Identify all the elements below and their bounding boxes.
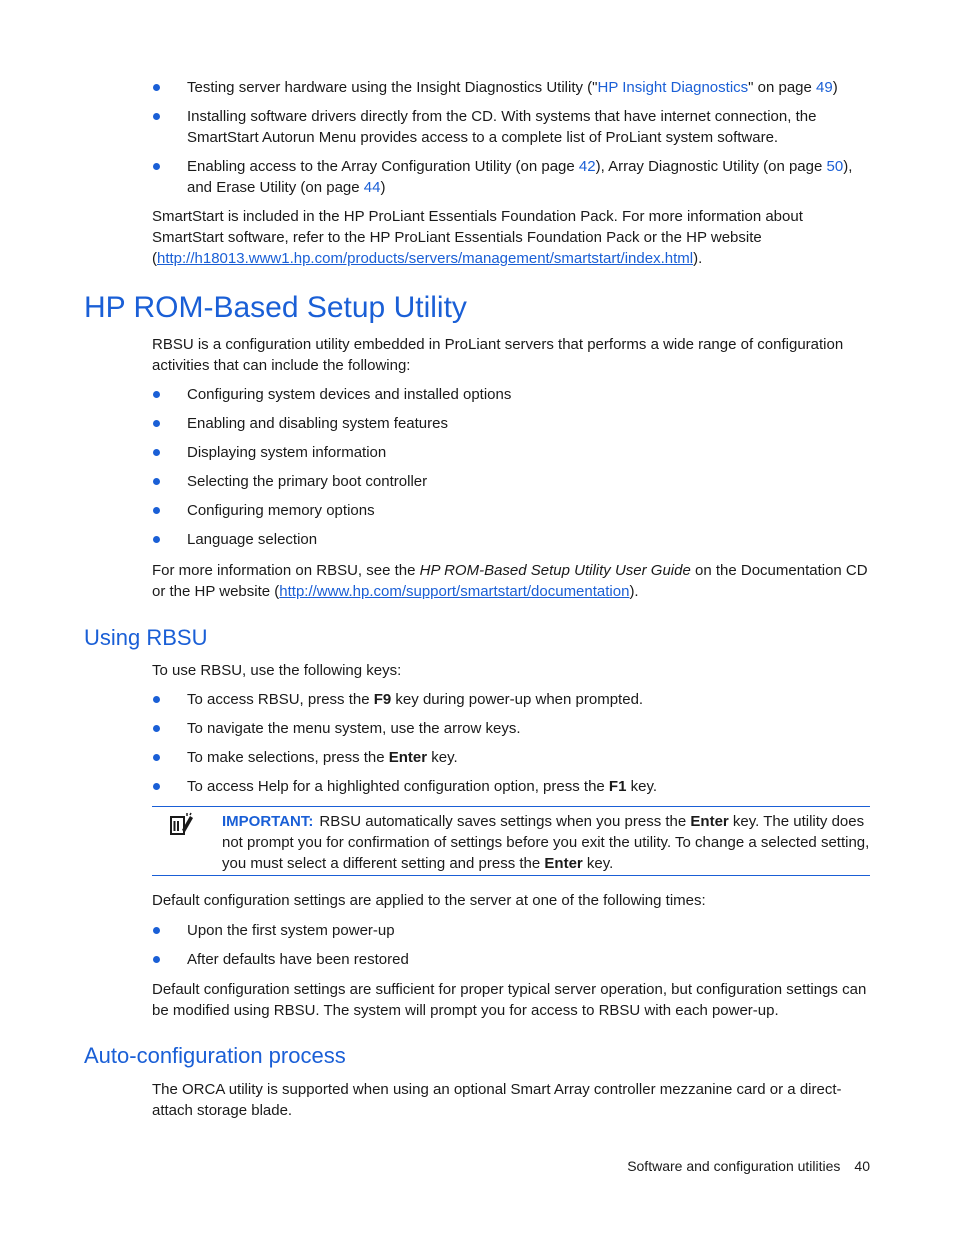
- defaults-bullet-list: [152, 920, 872, 978]
- list-item: Configuring memory options: [152, 500, 872, 521]
- subsection-title-using-rbsu: Using RBSU: [84, 625, 208, 650]
- bullet-icon: [153, 536, 160, 543]
- list-item: Selecting the primary boot controller: [152, 471, 872, 492]
- link-insight-diagnostics[interactable]: HP Insight Diagnostics: [597, 79, 749, 96]
- bullet-icon: [153, 956, 160, 963]
- rbsu-intro: RBSU is a configuration utility embedded in ProLiant servers that performs a wide range of configuration activities that can include the following:: [152, 336, 844, 374]
- using-bullet-list: [152, 689, 872, 805]
- rbsu-more-paragraph: For more information on RBSU, see the HP ROM-Based Setup Utility User Guide on the Documentation CD or the HP website (http://www.hp.com/support/smartstart/documentation).: [152, 562, 868, 600]
- top-bullet-list: [152, 77, 872, 206]
- list-item: Language selection: [152, 529, 872, 550]
- list-item: Installing software drivers directly from the CD. With systems that have internet connection, the SmartStart Autorun Menu provides access to a complete list of ProLiant system software.: [152, 106, 872, 148]
- bullet-icon: [153, 754, 160, 761]
- bullet-icon: [153, 84, 160, 91]
- list-item: Upon the first system power-up: [152, 920, 872, 941]
- link-documentation-url[interactable]: http://www.hp.com/support/smartstart/documentation: [279, 583, 630, 600]
- list-item: To navigate the menu system, use the arrow keys.: [152, 718, 872, 739]
- bullet-icon: [153, 113, 160, 120]
- bullet-icon: [153, 420, 160, 427]
- bullet-icon: [153, 696, 160, 703]
- bullet-icon: [153, 725, 160, 732]
- link-page-49[interactable]: 49: [816, 79, 833, 96]
- defaults-paragraph: Default configuration settings are sufficient for proper typical server operation, but configuration settings can be modified using RBSU. The system will prompt you for access to RBSU with each power-up.: [152, 981, 867, 1019]
- list-item: Enabling and disabling system features: [152, 413, 872, 434]
- key-enter: Enter: [388, 749, 428, 766]
- link-smartstart-url[interactable]: http://h18013.www1.hp.com/products/servers/management/smartstart/index.html: [157, 250, 694, 267]
- list-item: To make selections, press the Enter key.: [152, 747, 872, 768]
- page-footer: [627, 1158, 870, 1174]
- important-note-icon: [168, 811, 194, 837]
- link-page-42[interactable]: 42: [578, 158, 596, 175]
- subsection-title-auto-config: Auto-configuration process: [84, 1043, 346, 1068]
- rbsu-bullet-list: [152, 384, 872, 558]
- bullet-icon: [153, 449, 160, 456]
- link-page-44[interactable]: 44: [363, 179, 381, 196]
- bullet-icon: [153, 507, 160, 514]
- list-item: To access Help for a highlighted configuration option, press the F1 key.: [152, 776, 872, 797]
- list-item: After defaults have been restored: [152, 949, 872, 970]
- defaults-intro: Default configuration settings are applied to the server at one of the following times:: [152, 892, 706, 909]
- list-item: Enabling access to the Array Configuration Utility (on page 42), Array Diagnostic Utility (on page 50), and Erase Utility (on page 44): [152, 156, 872, 198]
- smartstart-paragraph: SmartStart is included in the HP ProLiant Essentials Foundation Pack. For more information about SmartStart software, refer to the HP ProLiant Essentials Foundation Pack or the HP website (http://h18013.www1.hp.com/products/servers/management/smartstart/index.html).: [152, 208, 803, 267]
- list-item: Testing server hardware using the Insight Diagnostics Utility ("HP Insight Diagnostics" on page 49): [152, 77, 872, 98]
- section-title-rbsu: HP ROM-Based Setup Utility: [84, 291, 467, 324]
- important-label: IMPORTANT:: [222, 813, 314, 830]
- key-f9: F9: [373, 691, 392, 708]
- important-note: [152, 806, 870, 876]
- page-number: 40: [854, 1158, 870, 1174]
- list-item: Displaying system information: [152, 442, 872, 463]
- important-note-text: IMPORTANT: RBSU automatically saves settings when you press the Enter key. The utility does not prompt you for confirmation of settings before you exit the utility. To change a selected setting, you must select a different setting and press the Enter key.: [222, 813, 870, 872]
- key-f1: F1: [608, 778, 627, 795]
- list-item: To access RBSU, press the F9 key during power-up when prompted.: [152, 689, 872, 710]
- bullet-icon: [153, 391, 160, 398]
- using-intro: To use RBSU, use the following keys:: [152, 662, 402, 679]
- link-page-50[interactable]: 50: [826, 158, 844, 175]
- bullet-icon: [153, 163, 160, 170]
- bullet-icon: [153, 783, 160, 790]
- bullet-icon: [153, 927, 160, 934]
- auto-config-paragraph: The ORCA utility is supported when using an optional Smart Array controller mezzanine card or a direct-attach storage blade.: [152, 1081, 842, 1119]
- footer-section: Software and configuration utilities: [627, 1158, 841, 1174]
- bullet-icon: [153, 478, 160, 485]
- list-item: Configuring system devices and installed options: [152, 384, 872, 405]
